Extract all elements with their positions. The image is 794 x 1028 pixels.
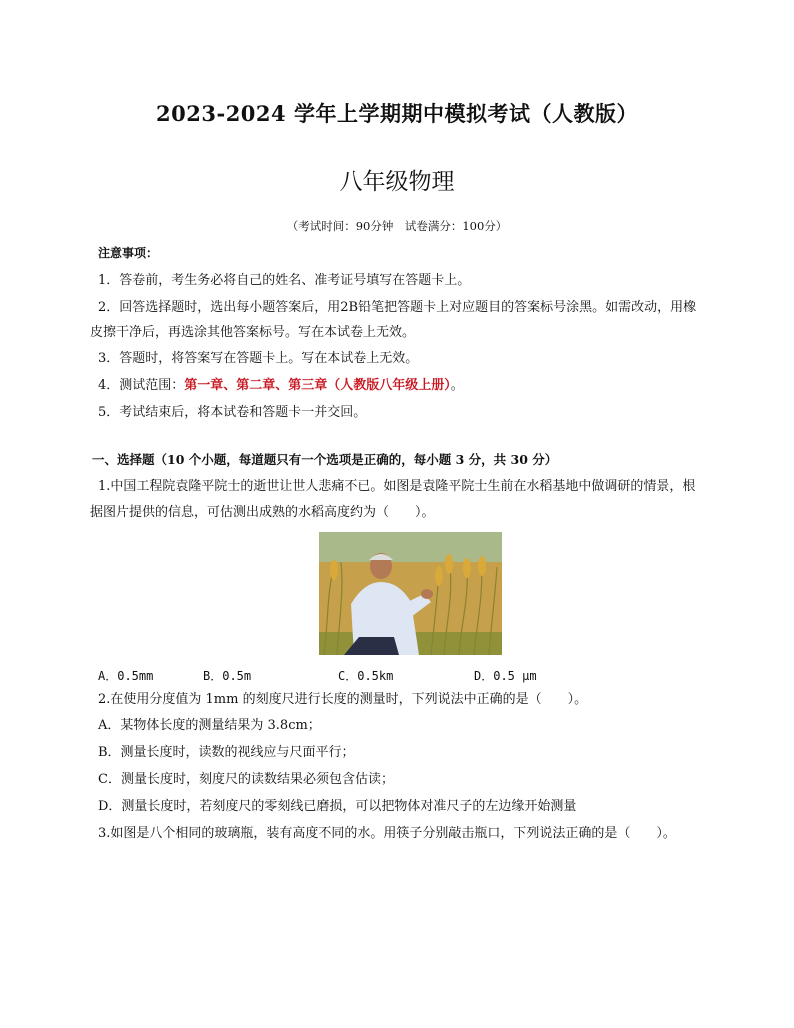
note-item-2-continued: 皮擦干净后，再选涂其他答案标号。写在本试卷上无效。: [90, 325, 416, 340]
note-item-2: 2．回答选择题时，选出每小题答案后，用2B铅笔把答题卡上对应题目的答案标号涂黑。如需改动，用橡: [98, 300, 697, 315]
exam-info: （考试时间：90分钟 试卷满分：100分）: [286, 219, 508, 233]
q1-option-c: C．0.5km: [338, 669, 394, 683]
q1-option-b: B．0.5m: [203, 669, 252, 683]
q1-stem-line1: 1.中国工程院袁隆平院士的逝世让世人悲痛不已。如图是袁隆平院士生前在水稻基地中做调研的情景，根: [98, 479, 696, 494]
scope-label: 4．测试范围：: [98, 378, 185, 393]
q1-stem-line2: 据图片提供的信息，可估测出成熟的水稻高度约为（ ）。: [90, 505, 435, 520]
exam-subtitle: 八年级物理: [339, 169, 455, 195]
section-heading: 一、选择题（10 个小题，每道题只有一个选项是正确的，每小题 3 分，共 30 分）: [92, 452, 558, 467]
note-item-4: [98, 377, 464, 395]
q3-stem: 3.如图是八个相同的玻璃瓶，装有高度不同的水。用筷子分别敲击瓶口，下列说法正确的是（ ）。: [98, 826, 676, 841]
scope-suffix: 。: [450, 378, 464, 393]
note-item-5: 5．考试结束后，将本试卷和答题卡一并交回。: [98, 405, 367, 420]
photo-illustration: [319, 532, 502, 655]
notes-heading: 注意事项：: [98, 246, 159, 260]
scope-value: 第一章、第二章、第三章（人教版八年级上册）: [184, 378, 451, 393]
q1-option-d: D．0.5 μm: [474, 669, 537, 683]
q2-stem: 2.在使用分度值为 1mm 的刻度尺进行长度的测量时，下列说法中正确的是（ ）。: [98, 692, 588, 707]
q1-option-a: A．0.5mm: [98, 669, 154, 683]
q2-option-b: B．测量长度时，读数的视线应与尺面平行；: [98, 745, 355, 760]
q2-option-c: C．测量长度时，刻度尺的读数结果必须包含估读；: [98, 772, 394, 787]
rice-field-photo: [319, 532, 502, 655]
q2-option-a: A．某物体长度的测量结果为 3.8cm；: [98, 718, 321, 733]
note-item-3: 3．答题时，将答案写在答题卡上。写在本试卷上无效。: [98, 351, 419, 366]
note-item-1: 1．答卷前，考生务必将自己的姓名、准考证号填写在答题卡上。: [98, 273, 471, 288]
exam-title: 2023-2024 学年上学期期中模拟考试（人教版）: [156, 101, 638, 126]
q2-option-d: D．测量长度时，若刻度尺的零刻线已磨损，可以把物体对准尺子的左边缘开始测量: [98, 799, 577, 814]
